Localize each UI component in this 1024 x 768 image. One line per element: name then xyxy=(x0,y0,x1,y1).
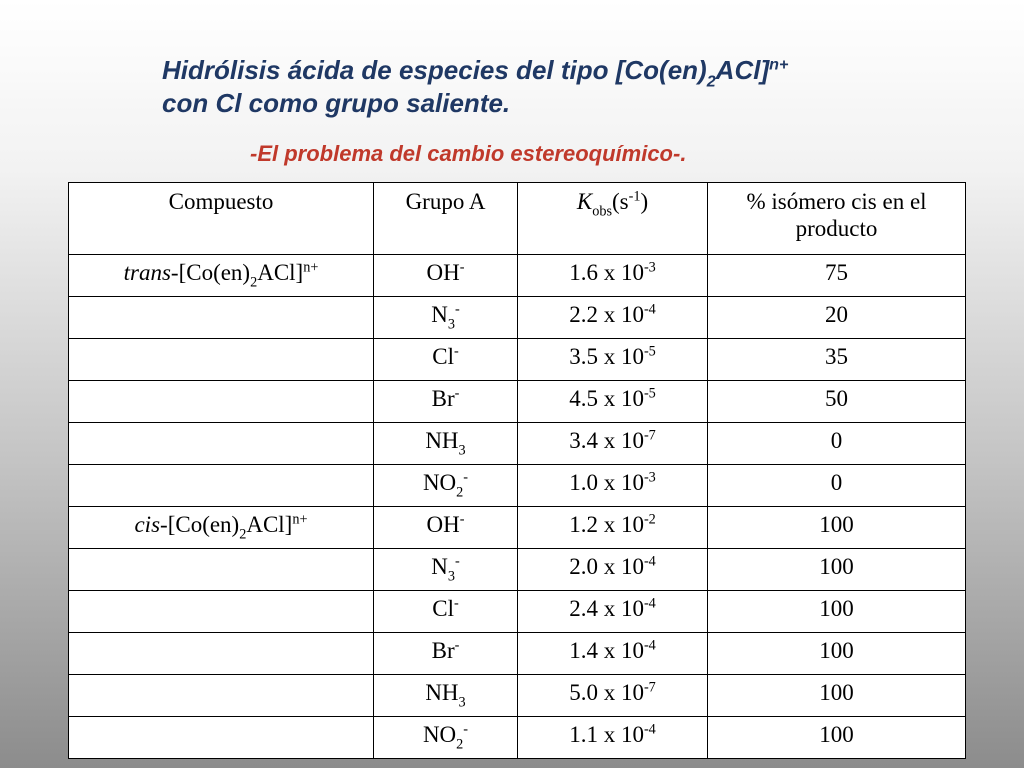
kobs-mantissa: 2.4 x 10 xyxy=(569,596,644,621)
cell-kobs xyxy=(518,255,708,297)
title-text-tail: ACl] xyxy=(715,55,770,85)
compound-charge: n+ xyxy=(303,259,319,276)
compound-subscript: 2 xyxy=(250,274,258,291)
kinetics-table xyxy=(68,182,966,759)
cell-kobs xyxy=(518,423,708,465)
cell-compound xyxy=(69,717,374,759)
cell-kobs xyxy=(518,297,708,339)
cell-percent-cis: 100 xyxy=(708,717,966,759)
kobs-exponent: -2 xyxy=(643,511,656,528)
cell-kobs xyxy=(518,675,708,717)
group-formula: Cl xyxy=(432,344,454,369)
cell-kobs xyxy=(518,381,708,423)
group-formula: NH xyxy=(425,680,459,705)
group-subscript: 3 xyxy=(447,316,455,333)
table-row xyxy=(69,633,966,675)
kobs-exponent: -4 xyxy=(643,553,656,570)
cell-compound xyxy=(69,297,374,339)
cell-kobs xyxy=(518,549,708,591)
cell-group xyxy=(374,591,518,633)
isomer-prefix: trans xyxy=(123,260,171,285)
cell-group xyxy=(374,633,518,675)
cell-group xyxy=(374,297,518,339)
header-grupo: Grupo A xyxy=(374,183,518,255)
cell-compound xyxy=(69,633,374,675)
cell-percent-cis: 75 xyxy=(708,255,966,297)
cell-percent-cis: 20 xyxy=(708,297,966,339)
header-kobs xyxy=(518,183,708,255)
kobs-exponent: -5 xyxy=(643,385,656,402)
kobs-mantissa: 1.4 x 10 xyxy=(569,638,644,663)
cell-group xyxy=(374,717,518,759)
cell-percent-cis: 0 xyxy=(708,423,966,465)
cell-group xyxy=(374,339,518,381)
cell-compound xyxy=(69,381,374,423)
kobs-mantissa: 2.2 x 10 xyxy=(569,302,644,327)
group-formula: NO xyxy=(422,722,457,747)
cell-compound xyxy=(69,465,374,507)
cell-group xyxy=(374,507,518,549)
cell-percent-cis: 100 xyxy=(708,633,966,675)
group-formula: NH xyxy=(425,428,459,453)
kobs-exponent: -4 xyxy=(643,301,656,318)
cell-group xyxy=(374,465,518,507)
group-formula: OH xyxy=(426,260,460,285)
cell-kobs xyxy=(518,339,708,381)
kobs-mantissa: 3.4 x 10 xyxy=(569,428,644,453)
cell-compound xyxy=(69,507,374,549)
group-formula: N xyxy=(431,302,448,327)
cell-kobs xyxy=(518,507,708,549)
table-row xyxy=(69,465,966,507)
table-row xyxy=(69,675,966,717)
table-row xyxy=(69,255,966,297)
kobs-exponent: -4 xyxy=(643,595,656,612)
title-text: Hidrólisis ácida de especies del tipo [Co(en) xyxy=(162,55,707,85)
title-line-2: con Cl como grupo saliente. xyxy=(162,88,511,118)
table-body xyxy=(69,255,966,759)
group-formula: OH xyxy=(426,512,460,537)
table-row xyxy=(69,507,966,549)
cell-compound xyxy=(69,255,374,297)
isomer-prefix: cis xyxy=(134,512,161,537)
table-row xyxy=(69,339,966,381)
title-subscript: 2 xyxy=(706,72,716,91)
group-subscript: 2 xyxy=(456,736,464,753)
table-row xyxy=(69,549,966,591)
cell-compound xyxy=(69,339,374,381)
cell-kobs xyxy=(518,633,708,675)
compound-formula-tail: ACl] xyxy=(246,512,293,537)
compound-formula: -[Co(en) xyxy=(170,260,251,285)
slide-title xyxy=(162,54,788,120)
kobs-symbol: K xyxy=(576,189,593,214)
cell-compound xyxy=(69,423,374,465)
group-charge: - xyxy=(455,301,460,318)
cell-kobs xyxy=(518,717,708,759)
group-formula: Br xyxy=(431,386,455,411)
slide-subtitle: -El problema del cambio estereoquímico-. xyxy=(250,141,687,166)
kobs-subscript: obs xyxy=(592,203,612,220)
kobs-exponent: -3 xyxy=(643,469,656,486)
group-formula: N xyxy=(431,554,448,579)
cell-kobs xyxy=(518,465,708,507)
kobs-exponent: -5 xyxy=(643,343,656,360)
group-charge: - xyxy=(463,721,469,738)
group-charge: - xyxy=(459,511,465,528)
group-subscript: 2 xyxy=(456,484,464,501)
cell-percent-cis: 100 xyxy=(708,591,966,633)
kobs-exponent: -7 xyxy=(643,427,656,444)
kobs-mantissa: 5.0 x 10 xyxy=(569,680,644,705)
cell-group xyxy=(374,549,518,591)
table-row xyxy=(69,591,966,633)
cell-percent-cis: 35 xyxy=(708,339,966,381)
group-charge: - xyxy=(454,637,460,654)
group-charge: - xyxy=(459,259,465,276)
header-percent-cis: % isómero cis en el producto xyxy=(708,183,966,255)
table-row xyxy=(69,381,966,423)
group-charge: - xyxy=(463,469,469,486)
kobs-close: ) xyxy=(640,189,649,214)
cell-compound xyxy=(69,549,374,591)
cell-percent-cis: 100 xyxy=(708,507,966,549)
group-formula: Br xyxy=(431,638,455,663)
cell-percent-cis: 100 xyxy=(708,675,966,717)
group-subscript: 3 xyxy=(458,694,466,711)
group-subscript: 3 xyxy=(447,568,455,585)
kobs-mantissa: 2.0 x 10 xyxy=(569,554,644,579)
title-line-1 xyxy=(162,54,789,91)
group-formula: NO xyxy=(422,470,457,495)
title-superscript: n+ xyxy=(769,55,789,74)
cell-percent-cis: 0 xyxy=(708,465,966,507)
kobs-unit: (s xyxy=(611,189,629,214)
group-charge: - xyxy=(453,595,459,612)
kobs-mantissa: 1.6 x 10 xyxy=(569,260,644,285)
header-row xyxy=(69,183,966,255)
group-charge: - xyxy=(453,343,459,360)
cell-percent-cis: 50 xyxy=(708,381,966,423)
kobs-exponent: -3 xyxy=(643,259,656,276)
kobs-mantissa: 1.2 x 10 xyxy=(569,512,644,537)
cell-group xyxy=(374,423,518,465)
kobs-exponent: -4 xyxy=(643,637,656,654)
group-formula: Cl xyxy=(432,596,454,621)
table-row xyxy=(69,423,966,465)
cell-percent-cis: 100 xyxy=(708,549,966,591)
group-subscript: 3 xyxy=(458,442,466,459)
cell-group xyxy=(374,381,518,423)
group-charge: - xyxy=(455,553,460,570)
cell-compound xyxy=(69,591,374,633)
kobs-exponent: -4 xyxy=(643,721,656,738)
cell-group xyxy=(374,675,518,717)
compound-formula: -[Co(en) xyxy=(160,512,240,537)
kobs-mantissa: 3.5 x 10 xyxy=(569,344,644,369)
group-charge: - xyxy=(454,385,460,402)
kobs-unit-exponent: -1 xyxy=(628,188,641,205)
kobs-mantissa: 4.5 x 10 xyxy=(569,386,644,411)
table-row xyxy=(69,297,966,339)
compound-charge: n+ xyxy=(292,511,308,528)
compound-subscript: 2 xyxy=(239,526,247,543)
cell-group xyxy=(374,255,518,297)
kobs-mantissa: 1.0 x 10 xyxy=(569,470,644,495)
header-compuesto: Compuesto xyxy=(69,183,374,255)
cell-kobs xyxy=(518,591,708,633)
kobs-mantissa: 1.1 x 10 xyxy=(569,722,644,747)
cell-compound xyxy=(69,675,374,717)
table-row xyxy=(69,717,966,759)
kobs-exponent: -7 xyxy=(643,679,656,696)
compound-formula-tail: ACl] xyxy=(257,260,304,285)
